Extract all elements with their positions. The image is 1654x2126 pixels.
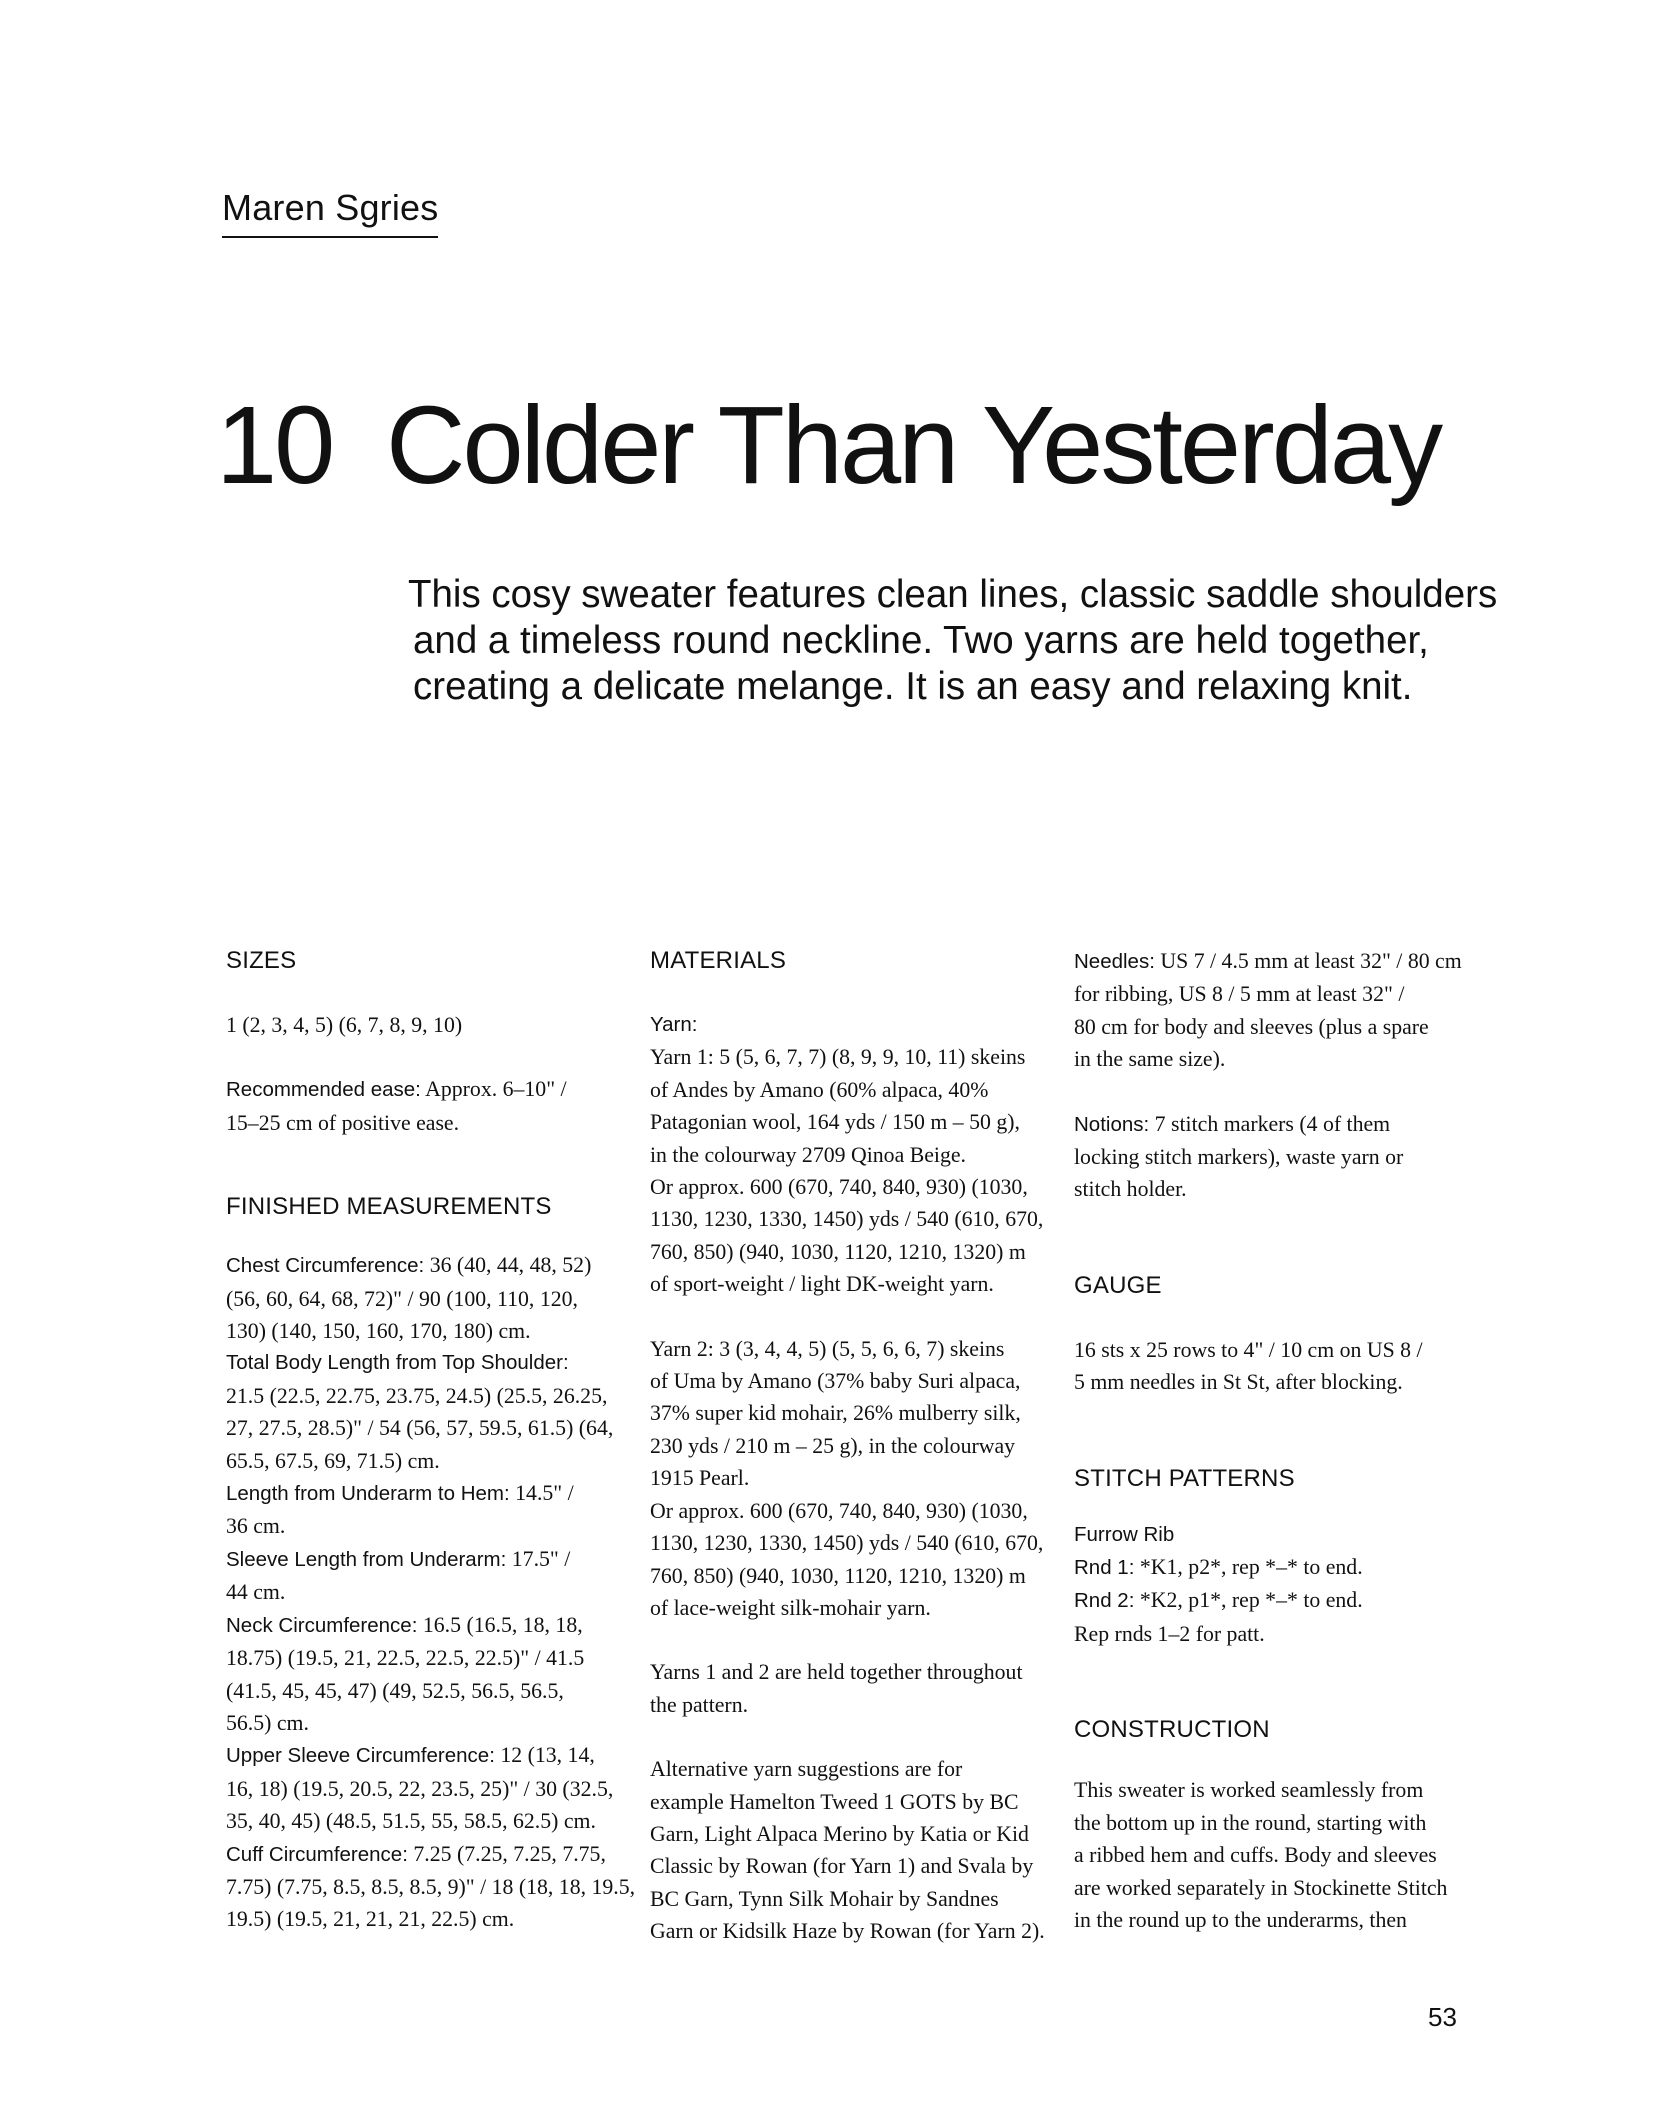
yarn1-line: of Andes by Amano (60% alpaca, 40% [650,1077,989,1102]
author-name: Maren Sgries [222,190,438,238]
intro-line: and a timeless round neckline. Two yarns are held together, [413,619,1429,662]
construction-text: This sweater is worked seamlessly from [1074,1778,1424,1803]
needles-label: Needles: [1074,950,1155,973]
yarn1-line: Yarn 1: 5 (5, 6, 7, 7) (8, 9, 9, 10, 11) skeins [650,1045,1026,1070]
construction-heading: CONSTRUCTION [1074,1716,1270,1744]
construction-text: a ribbed hem and cuffs. Body and sleeves [1074,1843,1437,1868]
column-materials [650,945,1045,1948]
yarn1-line: Or approx. 600 (670, 740, 840, 930) (1030, [650,1175,1028,1200]
intro-paragraph [408,572,1498,710]
neck-measurement: Neck Circumference: 16.5 (16.5, 18, 18, [226,1612,583,1637]
hem-length-label: Length from Underarm to Hem: [226,1482,510,1506]
sizes-heading: SIZES [226,947,297,974]
rnd2-label: Rnd 2: [1074,1589,1135,1613]
alternative-yarns: BC Garn, Tynn Silk Mohair by Sandnes [650,1886,999,1911]
upper-sleeve-measurement: Upper Sleeve Circumference: 12 (13, 14, [226,1743,595,1768]
ease-text-cont: 15–25 cm of positive ease. [226,1110,460,1135]
page-number: 53 [1428,2002,1457,2032]
materials-heading: MATERIALS [650,947,787,974]
neck-label: Neck Circumference: [226,1613,418,1637]
ease-label: Recommended ease: [226,1078,421,1102]
finished-measurements-heading: FINISHED MEASUREMENTS [226,1193,552,1221]
needles-text: Needles: US 7 / 4.5 mm at least 32" / 80 cm [1074,949,1462,973]
yarn2-line: 1915 Pearl. [650,1466,750,1491]
alternative-yarns: example Hamelton Tweed 1 GOTS by BC [650,1789,1019,1814]
column-needles-gauge: Needles: US 7 / 4.5 mm at least 32" / 80 cm for ribbing, US 8 / 5 mm at least 32" / 80 cm for body and sleeves (plus a spare in the same size). Notions: 7 stitch markers (4 of them locking stitch markers), waste yarn or stitch holder. GAUGE 16 sts x 25 rows to 4" / 10 cm on US 8 / 5 mm needles in St St, after blocking. STITCH PATTERNS Furrow Rib Rnd 1: *K1, p2*, rep *–* to end. Rnd 2: *K2, p1*, rep *–* to end. Rep rnds 1–2 for patt. CONSTRUCTION This sweater is worked seamlessly from the bottom up in the round, starting with a ribbed hem and cuffs. Body and sleeves are worked separately in Stockinette Stitch in the round up to the underarms, then [1074,945,1464,1936]
notions-text: Notions: 7 stitch markers (4 of them [1074,1111,1391,1136]
rnd2-instruction: Rnd 2: *K2, p1*, rep *–* to end. [1074,1588,1363,1613]
alternative-yarns: Classic by Rowan (for Yarn 1) and Svala by [650,1854,1034,1879]
chest-measurement: Chest Circumference: 36 (40, 44, 48, 52) [226,1253,592,1278]
pattern-number: 10 [216,384,333,507]
sleeve-length-label: Sleeve Length from Underarm: [226,1547,507,1571]
yarn2-line: 1130, 1230, 1330, 1450) yds / 540 (610, 670, [650,1531,1044,1556]
ease-text: Recommended ease: Approx. 6–10" / [226,1077,567,1102]
construction-text: in the round up to the underarms, then [1074,1907,1407,1932]
gauge-heading: GAUGE [1074,1271,1162,1299]
intro-line: This cosy sweater features clean lines, classic saddle shoulders [408,573,1498,616]
yarn1-line: in the colourway 2709 Qinoa Beige. [650,1142,966,1167]
yarn2-line: 760, 850) (940, 1030, 1120, 1210, 1320) m [650,1563,1026,1588]
construction-text: the bottom up in the round, starting with [1074,1810,1427,1835]
repeat-instruction: Rep rnds 1–2 for patt. [1074,1621,1265,1646]
column-sizes-measurements: SIZES 1 (2, 3, 4, 5) (6, 7, 8, 9, 10) Recommended ease: Approx. 6–10" / 15–25 cm of positive ease. FINISHED MEASUREMENTS Chest Circumference: 36 (40, 44, 48, 52) (56, 60, 64, 68, 72)" / 90 (100, 110, 120, 130) (140, 150, 160, 170, 180) cm. Total Body Length from Top Shoulder: 21.5 (22.5, 22.75, 23.75, 24.5) (25.5, 26.25, 27, 27.5, 28.5)" / 54 (56, 57, 59.5, 61.5) (64, 65.5, 67.5, 69, 71.5) cm. Length from Underarm to Hem: 14.5" / 36 cm. Sleeve Length from Underarm: 17.5" / 44 cm. Neck Circumference: 16.5 (16.5, 18, 18, 18.75) (19.5, 21, 22.5, 22.5, 22.5)" / 41.5 (41.5, 45, 45, 47) (49, 52.5, 56.5, 56.5, 56.5) cm. Upper Sleeve Circumference: 12 (13, 14, 16, 18) (19.5, 20.5, 22, 23.5, 25)" / 30 (32.5, 35, 40, 45) (48.5, 51.5, 55, 58.5, 62.5) cm. Cuff Circumference: 7.25 (7.25, 7.25, 7.75, 7.75) (7.75, 8.5, 8.5, 8.5, 9)" / 18 (18, 18, 19.5, 19.5) (19.5, 21, 21, 21, 22.5) cm. [226,947,636,1932]
yarns-held-note: the pattern. [650,1692,749,1717]
yarn1-line: 760, 850) (940, 1030, 1120, 1210, 1320) m [650,1239,1026,1264]
sizes-list: 1 (2, 3, 4, 5) (6, 7, 8, 9, 10) [226,1013,463,1037]
pattern-title-text: Colder Than Yesterday [386,384,1441,507]
gauge-text: 5 mm needles in St St, after blocking. [1074,1370,1403,1395]
yarn2-line: Yarn 2: 3 (3, 4, 4, 5) (5, 5, 6, 6, 7) skeins [650,1336,1005,1361]
body-length-label: Total Body Length from Top Shoulder: [226,1351,569,1375]
furrow-rib-label: Furrow Rib [1074,1522,1175,1546]
cuff-label: Cuff Circumference: [226,1842,408,1866]
yarns-held-note: Yarns 1 and 2 are held together throughout [650,1660,1023,1685]
pattern-title [216,385,1440,506]
stitch-patterns-heading: STITCH PATTERNS [1074,1464,1295,1492]
yarn1-line: 1130, 1230, 1330, 1450) yds / 540 (610, 670, [650,1207,1044,1232]
upper-sleeve-label: Upper Sleeve Circumference: [226,1744,495,1768]
yarn2-line: of Uma by Amano (37% baby Suri alpaca, [650,1369,1021,1394]
yarn2-line: 37% super kid mohair, 26% mulberry silk, [650,1401,1021,1426]
yarn1-line: Patagonian wool, 164 yds / 150 m – 50 g), [650,1110,1020,1135]
yarn2-line: 230 yds / 210 m – 25 g), in the colourway [650,1433,1016,1458]
yarn2-line: Or approx. 600 (670, 740, 840, 930) (1030, [650,1498,1028,1523]
gauge-text: 16 sts x 25 rows to 4" / 10 cm on US 8 / [1074,1337,1423,1362]
yarn-label: Yarn: [650,1013,698,1036]
construction-text: are worked separately in Stockinette Stitch [1074,1875,1448,1900]
rnd1-label: Rnd 1: [1074,1556,1135,1580]
yarn1-line: of sport-weight / light DK-weight yarn. [650,1272,994,1297]
yarn2-line: of lace-weight silk-mohair yarn. [650,1595,931,1620]
hem-length-measurement: Length from Underarm to Hem: 14.5" / [226,1481,574,1506]
chest-label: Chest Circumference: [226,1254,425,1278]
notions-label: Notions: [1074,1112,1150,1136]
intro-line: creating a delicate melange. It is an easy and relaxing knit. [413,665,1413,708]
sleeve-length-measurement: Sleeve Length from Underarm: 17.5" / [226,1546,571,1571]
alternative-yarns: Garn or Kidsilk Haze by Rowan (for Yarn 2). [650,1919,1045,1944]
alternative-yarns: Garn, Light Alpaca Merino by Katia or Kid [650,1821,1029,1846]
rnd1-instruction: Rnd 1: *K1, p2*, rep *–* to end. [1074,1555,1363,1580]
cuff-measurement: Cuff Circumference: 7.25 (7.25, 7.25, 7.75, [226,1841,606,1866]
alternative-yarns: Alternative yarn suggestions are for [650,1757,963,1782]
